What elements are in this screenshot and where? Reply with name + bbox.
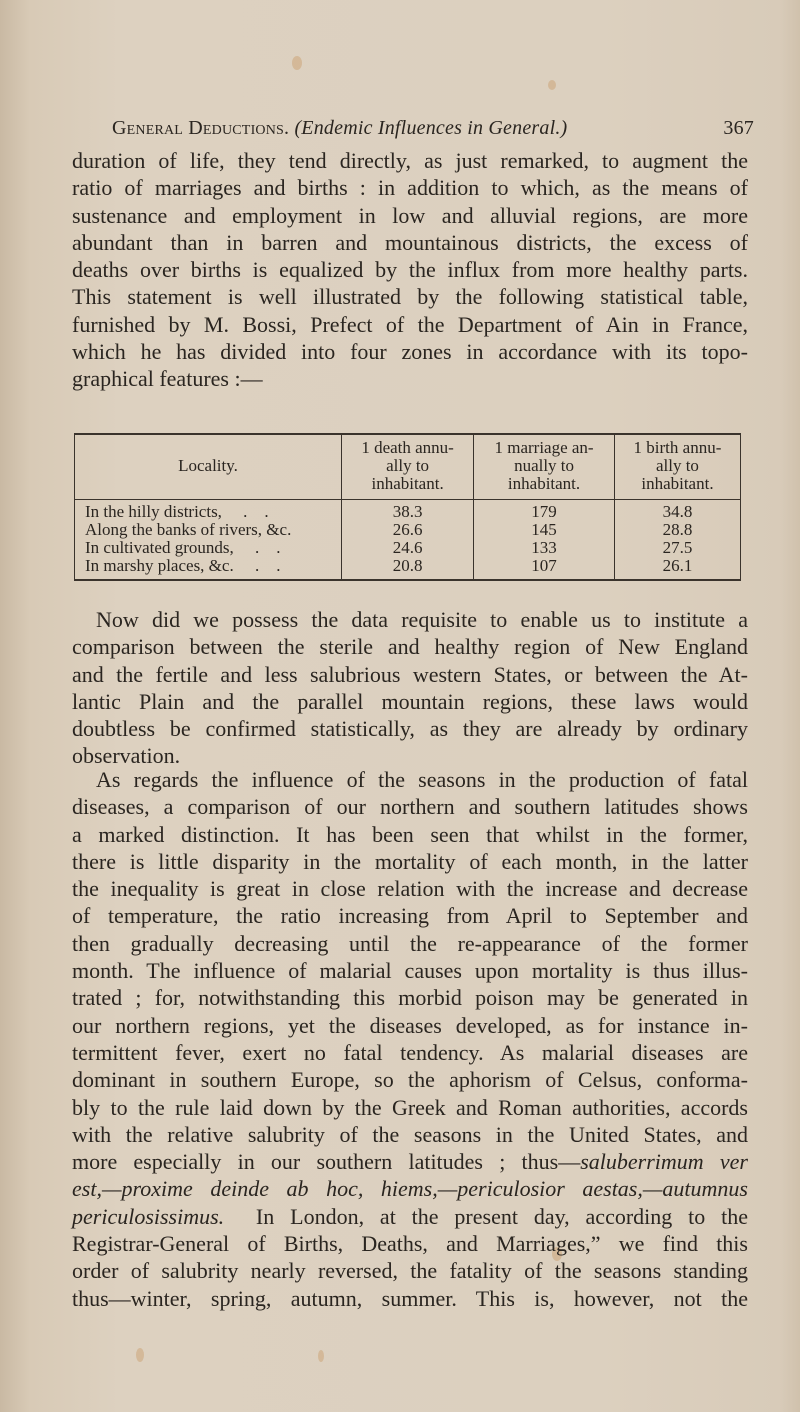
text-line: month. The influence of malarial causes upon mortality is thus illus- [72,958,748,984]
text-line: termittent fever, exert no fatal tendency. As malarial diseases are [72,1039,748,1065]
foxing-spot [548,80,556,90]
text-line: duration of life, they tend directly, as just remarked, to augment the [72,148,748,173]
cell-locality: In cultivated grounds, . . [85,538,281,557]
foxing-spot [292,56,302,70]
paragraph-1 [72,147,748,393]
text-line: deaths over births is equalized by the influx from more healthy parts. [72,257,748,283]
header-text: 1 marriage an- [494,438,594,457]
section-title: General Deductions. [112,117,290,139]
text-line: This statement is well illustrated by the following statistical table, [72,284,748,310]
text-line: trated ; for, notwithstanding this morbid poison may be generated in [72,985,748,1011]
cell-birth: 34.8 [614,500,740,522]
paragraph-3 [72,766,748,1312]
paragraph-2 [72,606,748,770]
text-line: which he has divided into four zones in accordance with its topo- [72,339,748,365]
cell-marriage: 179 [474,500,615,522]
text-line: furnished by M. Bossi, Prefect of the Department of Ain in France, [72,311,748,337]
header-text: ally to [655,456,699,475]
cell-birth: 28.8 [614,521,740,539]
text-line: with the relative salubrity of the seasons in the United States, and [72,1121,748,1147]
text-line: observation. [72,743,181,769]
cell-locality: Along the banks of rivers, &c. [85,520,292,539]
subsection-title: (Endemic Influences in General.) [294,117,568,139]
header-text: nually to [514,456,575,475]
cell-marriage: 107 [474,557,615,580]
cell-locality: In marshy places, &c. . . [85,556,281,575]
latin-quote-line: est,—proxime deinde ab hoc, hiems,—periculosior aestas,—autumnus [72,1176,748,1202]
text-line: lantic Plain and the parallel mountain regions, these laws would [72,688,748,714]
text-line: abundant than in barren and mountainous districts, the excess of [72,229,748,255]
cell-marriage: 145 [474,521,615,539]
header-text: inhabitant. [641,474,714,493]
text-line: Now did we possess the data requisite to enable us to institute a [96,607,748,632]
column-header-marriage [474,434,615,500]
cell-birth: 26.1 [614,557,740,580]
text-line: the inequality is great in close relation with the increase and decrease [72,876,748,902]
column-header-birth [614,434,740,500]
text-line-mixed [72,1148,748,1175]
cell-death: 38.3 [342,500,474,522]
cell-death: 26.6 [342,521,474,539]
running-head [112,117,754,147]
text-line-mixed [72,1203,748,1230]
text-line: doubtless be confirmed statistically, as they are already by ordinary [72,716,748,742]
foxing-spot [318,1350,324,1362]
text-line: diseases, a comparison of our northern and southern latitudes shows [72,794,748,820]
text-line: thus—winter, spring, autumn, summer. This is, however, not the [72,1285,748,1311]
text-line: dominant in southern Europe, so the aphorism of Celsus, conforma- [72,1067,748,1093]
table-row [75,557,741,580]
column-header-locality [75,434,342,500]
cell-death: 24.6 [342,539,474,557]
header-text: 1 birth annu- [633,438,722,457]
cell-birth: 27.5 [614,539,740,557]
statistics-table [74,433,741,581]
text-line: then gradually decreasing until the re-appearance of the former [72,930,748,956]
header-text: inhabitant. [371,474,444,493]
text-line: graphical features :— [72,366,263,392]
text-line: ratio of marriages and births : in addition to which, as the means of [72,175,748,201]
text-run: more especially in our southern latitudes ; thus— [72,1149,581,1175]
table-row [75,521,741,539]
text-line: order of salubrity nearly reversed, the fatality of the seasons standing [72,1258,748,1284]
foxing-spot [136,1348,144,1362]
text-line: and the fertile and less salubrious western States, or between the At- [72,661,748,687]
text-line: our northern regions, yet the diseases developed, as for instance in- [72,1012,748,1038]
column-header-death [342,434,474,500]
cell-locality: In the hilly districts, . . [85,502,269,521]
cell-death: 20.8 [342,557,474,580]
text-line: sustenance and employment in low and alluvial regions, are more [72,202,748,228]
latin-quote: periculosissimus. [72,1203,225,1229]
table-row [75,500,741,522]
text-run: In London, at the present day, according to the [224,1203,748,1229]
header-text: 1 death annu- [361,438,454,457]
text-line: comparison between the sterile and healthy region of New England [72,634,748,660]
text-line: Registrar-General of Births, Deaths, and Marriages,” we find this [72,1231,748,1257]
latin-quote: saluberrimum ver [580,1149,748,1175]
text-line: a marked distinction. It has been seen that whilst in the former, [72,821,748,847]
page-number: 367 [723,117,754,139]
text-line: there is little disparity in the mortality of each month, in the latter [72,848,748,874]
header-text: ally to [386,456,430,475]
text-line: As regards the influence of the seasons in the production of fatal [96,767,748,792]
table-row [75,539,741,557]
cell-marriage: 133 [474,539,615,557]
table-header-row [75,434,741,500]
header-text: Locality. [178,456,238,475]
header-text: inhabitant. [507,474,581,493]
text-line: bly to the rule laid down by the Greek and Roman authorities, accords [72,1094,748,1120]
text-line: of temperature, the ratio increasing from April to September and [72,903,748,929]
